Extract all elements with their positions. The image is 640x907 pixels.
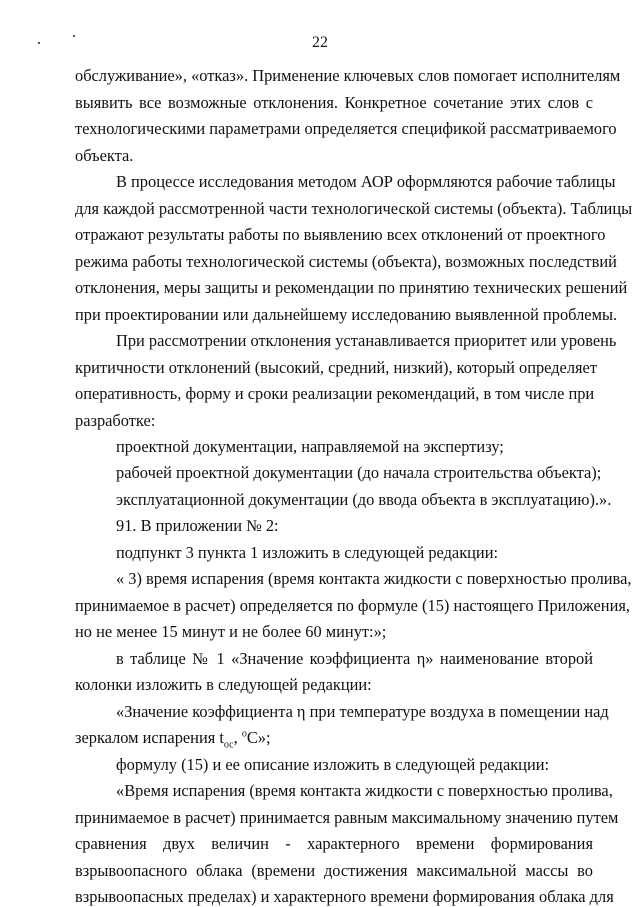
text-line: обслуживание», «отказ». Применение ключевых слов помогает исполнителям [75,66,621,85]
text-line: подпункт 3 пункта 1 изложить в следующей редакции: [116,543,499,562]
list-item: эксплуатационной документации (до ввода объекта в эксплуатацию).». [116,490,612,509]
text-line: технологическими параметрами определяется спецификой рассматриваемого [75,119,617,138]
text-line: При рассмотрении отклонения устанавливается приоритет или уровень [116,331,617,350]
text-line: объекта. [75,146,134,165]
text-line: режима работы технологической системы (объекта), возможных последствий [75,252,617,271]
text-line: принимаемое в расчет) определяется по формуле (15) настоящего Приложения, [75,596,630,615]
text-line-head: зеркалом испарения t [75,728,224,747]
text-line-tail-pre: , [233,728,242,747]
text-line: при проектировании или дальнейшему исследованию выявленной проблемы. [75,305,618,324]
text-line: для каждой рассмотренной части технологической системы (объекта). Таблицы [75,199,633,218]
text-line: формулу (15) и ее описание изложить в следующей редакции: [116,755,550,774]
text-line: «Значение коэффициента η при температуре воздуха в помещении над [116,702,609,721]
text-line: критичности отклонений (высокий, средний, низкий), который определяет [75,358,597,377]
text-line: В процессе исследования методом АОР оформляются рабочие таблицы [116,172,616,191]
text-line-tail: С»; [246,728,271,747]
page-number: 22 [312,34,328,51]
list-item: рабочей проектной документации (до начала строительства объекта); [116,463,602,482]
text-line: взрывоопасного облака (времени достижения максимальной массы во [75,861,593,880]
subscript-oc: ос [223,739,234,751]
text-line: « 3) время испарения (время контакта жидкости с поверхностью пролива, [116,569,632,588]
text-line: отклонения, меры защиты и рекомендации по принятию технических решений [75,278,628,297]
text-line: принимаемое в расчет) принимается равным максимальному значению путем [75,808,619,827]
degree-superscript: о [241,728,247,740]
text-line-with-subscript [75,728,593,751]
text-line: выявить все возможные отклонения. Конкретное сочетание этих слов с [75,93,593,112]
text-line: отражают результаты работы по выявлению всех отклонений от проектного [75,225,606,244]
text-line: колонки изложить в следующей редакции: [75,675,372,694]
text-line: «Время испарения (время контакта жидкости с поверхностью пролива, [116,781,613,800]
text-line: сравнения двух величин - характерного времени формирования [75,834,593,853]
text-line: но не менее 15 минут и не более 60 минут:»; [75,622,387,641]
list-item: проектной документации, направляемой на экспертизу; [116,437,504,456]
text-line: в таблице № 1 «Значение коэффициента η» наименование второй [116,649,593,668]
text-line: оперативность, форму и сроки реализации рекомендаций, в том числе при [75,384,595,403]
text-line: взрывоопасных пределах) и характерного времени формирования облака для [75,887,614,906]
text-line: 91. В приложении № 2: [116,516,279,535]
text-line: разработке: [75,411,156,430]
